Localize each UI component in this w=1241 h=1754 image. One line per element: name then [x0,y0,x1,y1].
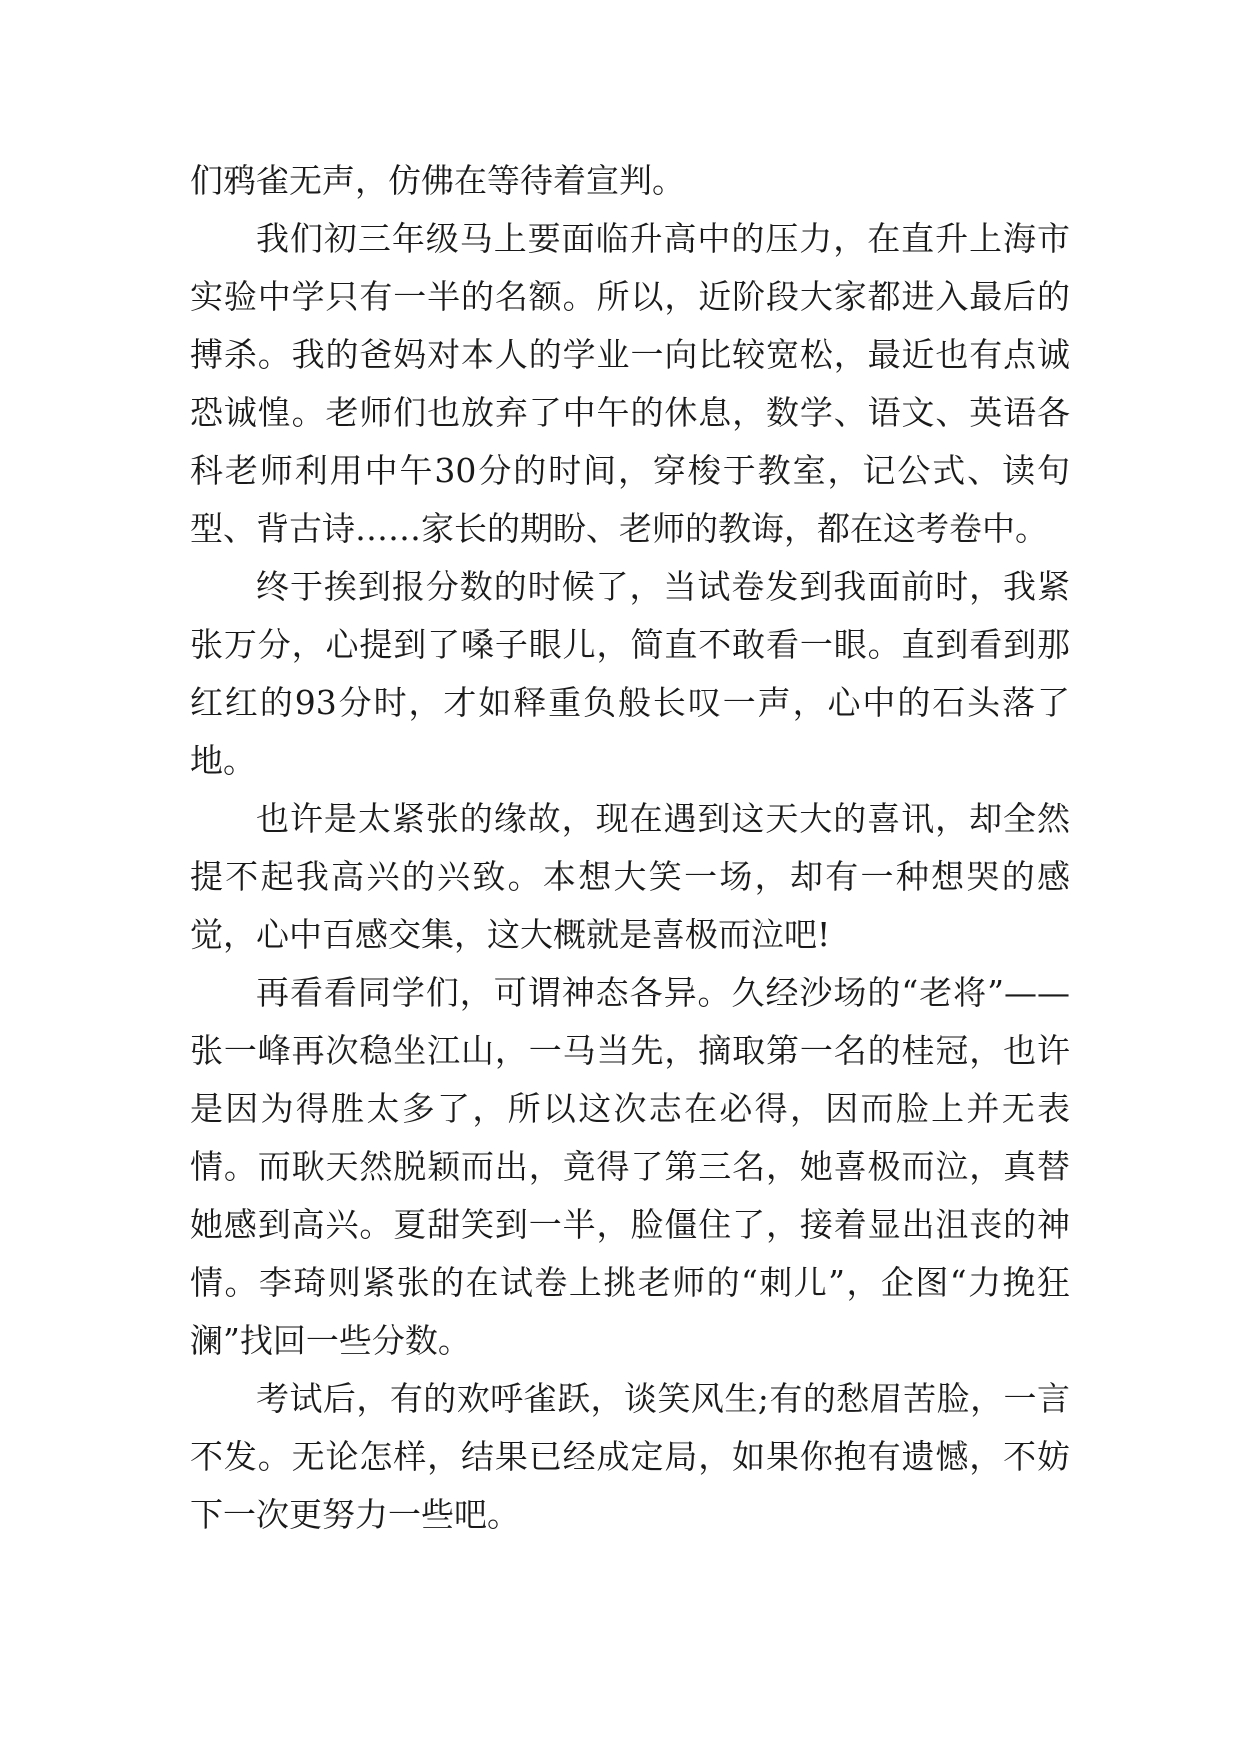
paragraph-4: 也许是太紧张的缘故，现在遇到这天大的喜讯，却全然提不起我高兴的兴致。本想大笑一场，却有一种想哭的感觉，心中百感交集，这大概就是喜极而泣吧! [190,799,1070,954]
paragraph-1: 们鸦雀无声，仿佛在等待着宣判。 [190,161,685,200]
document-body [190,152,1070,1544]
paragraph-5: 再看看同学们，可谓神态各异。久经沙场的“老将”——张一峰再次稳坐江山，一马当先，摘取第一名的桂冠，也许是因为得胜太多了，所以这次志在必得，因而脸上并无表情。而耿天然脱颖而出，竟得了第三名，她喜极而泣，真替她感到高兴。夏甜笑到一半，脸僵住了，接着显出沮丧的神情。李琦则紧张的在试卷上挑老师的“刺儿”，企图“力挽狂澜”找回一些分数。 [190,973,1070,1360]
paragraph-3: 终于挨到报分数的时候了，当试卷发到我面前时，我紧张万分，心提到了嗓子眼儿，简直不敢看一眼。直到看到那红红的93分时，才如释重负般长叹一声，心中的石头落了地。 [190,567,1070,780]
paragraph-2: 我们初三年级马上要面临升高中的压力，在直升上海市实验中学只有一半的名额。所以，近阶段大家都进入最后的搏杀。我的爸妈对本人的学业一向比较宽松，最近也有点诚恐诚惶。老师们也放弃了中午的休息，数学、语文、英语各科老师利用中午30分的时间，穿梭于教室，记公式、读句型、背古诗……家长的期盼、老师的教诲，都在这考卷中。 [190,219,1070,548]
paragraph-6: 考试后，有的欢呼雀跃，谈笑风生;有的愁眉苦脸，一言不发。无论怎样，结果已经成定局，如果你抱有遗憾，不妨下一次更努力一些吧。 [190,1379,1070,1534]
